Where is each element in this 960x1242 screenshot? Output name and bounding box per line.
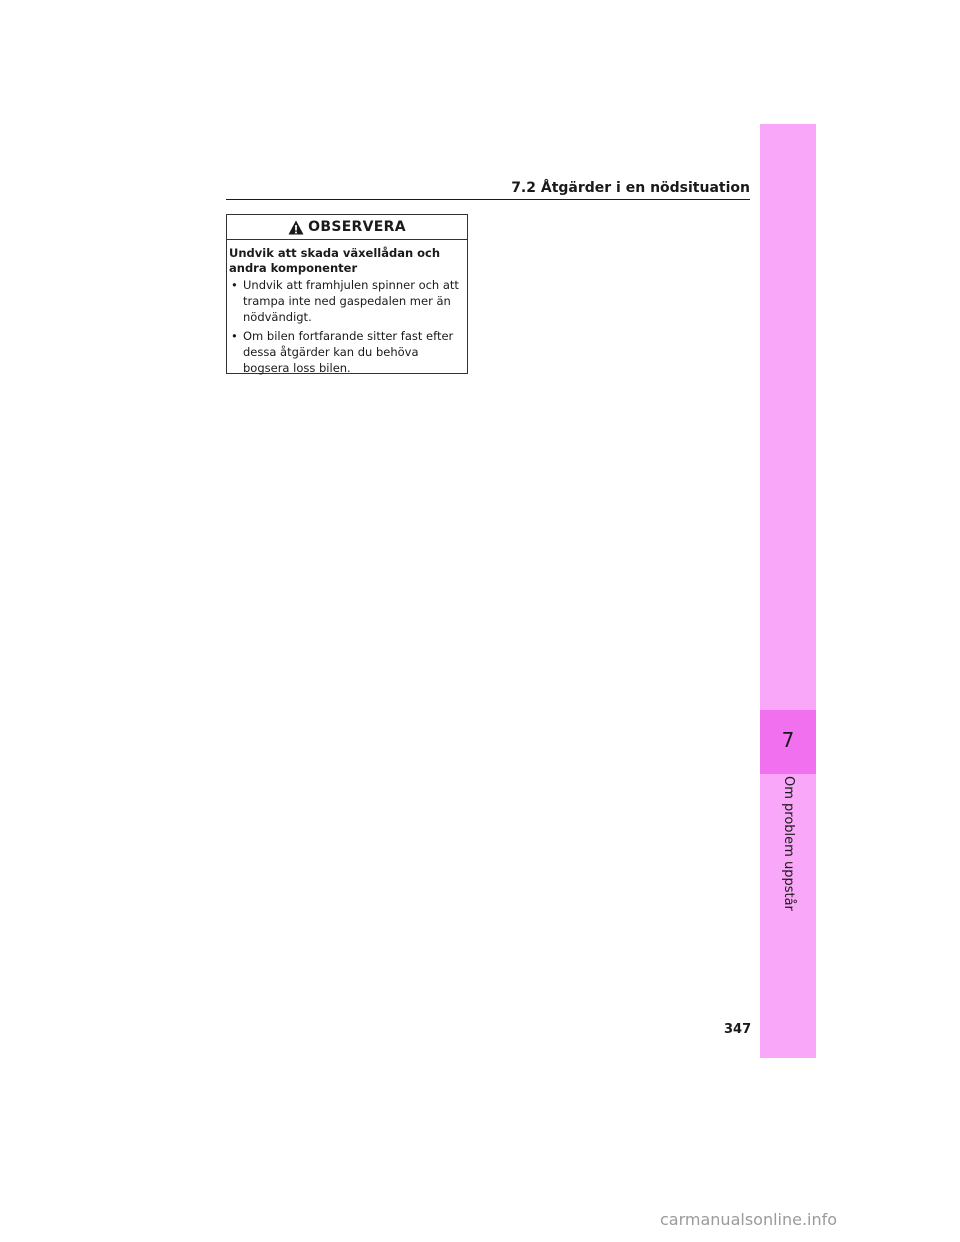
list-item: • Om bilen fortfarande sitter fast efter dessa åtgärder kan du behöva bogsera loss bilen. [229, 328, 467, 376]
caution-header [227, 215, 467, 240]
caution-list [229, 277, 467, 376]
caution-subtitle: Undvik att skada växellådan och andra komponenter [229, 246, 441, 275]
header-divider [226, 199, 750, 200]
watermark: carmanualsonline.info [660, 1210, 838, 1229]
chapter-side-tab [760, 124, 816, 1058]
chapter-label: Om problem uppstår [781, 776, 796, 911]
warning-triangle-icon [288, 220, 304, 235]
chapter-tab-active [760, 710, 816, 774]
section-header-title: 7.2 Åtgärder i en nödsituation [511, 180, 750, 196]
list-item: • Undvik att framhjulen spinner och att trampa inte ned gaspedalen mer än nödvändigt. [229, 277, 467, 325]
caution-heading: OBSERVERA [308, 219, 406, 235]
caution-box [226, 214, 468, 374]
page-number: 347 [724, 1022, 752, 1037]
chapter-number: 7 [781, 728, 795, 752]
caution-body [227, 240, 467, 376]
